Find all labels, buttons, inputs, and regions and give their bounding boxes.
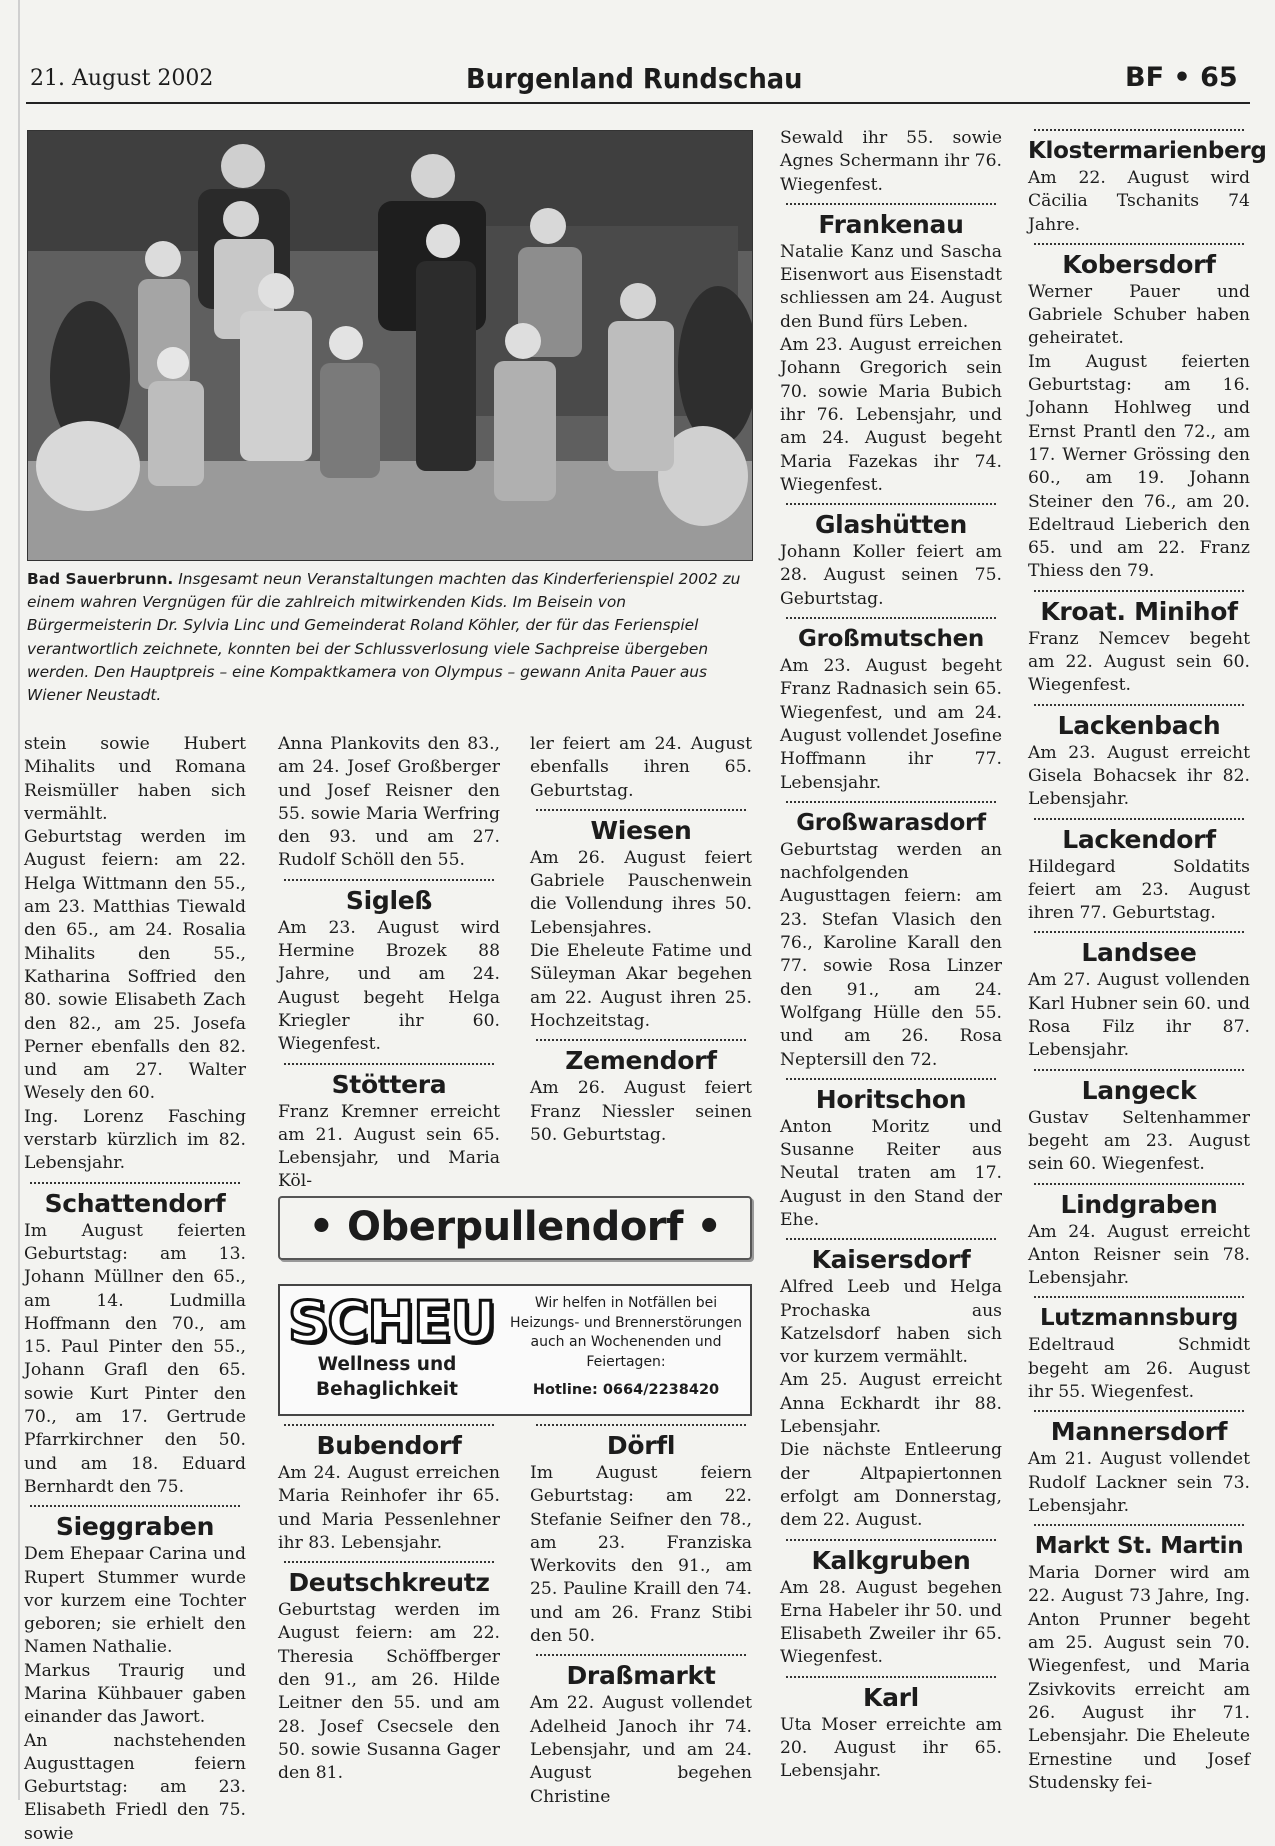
heading-lackenbach: Lackenbach [1057, 710, 1221, 740]
heading-schattendorf: Schattendorf [44, 1188, 226, 1218]
dotted-separator [30, 1182, 240, 1184]
dotted-separator [536, 1424, 746, 1426]
heading-kobersdorf: Kobersdorf [1062, 249, 1216, 279]
dotted-separator [786, 203, 996, 205]
heading-sieggraben: Sieggraben [55, 1512, 215, 1542]
heading-klostermarienberg: Klostermarienberg [1028, 138, 1267, 164]
dotted-separator [1034, 1296, 1244, 1298]
page-margin-shadow [18, 0, 20, 1800]
group-photo [27, 130, 753, 561]
heading-kaisersdorf: Kaisersdorf [811, 1245, 971, 1275]
dotted-separator [1034, 129, 1244, 131]
masthead-rule [26, 102, 1250, 104]
heading-deutschkreutz: Deutschkreutz [288, 1568, 490, 1598]
column-2-bottom [278, 1418, 500, 1786]
heading-lutzmannsburg: Lutzmannsburg [1039, 1305, 1239, 1332]
dotted-separator [1034, 1524, 1244, 1526]
caption-text: Insgesamt neun Veranstaltungen machten das Kinderferienspiel 2002 zu einem wahren Vergnügen für die zahlreich mitwirkenden Kids. Im Beisein von Bürgermeisterin Dr. Sylvia Linc und Gemeinderat Roland Köhler, der für das Ferienspiel verantwortlich zeichnete, konnten bei der Schlussverlosung viele Sachpreise übergeben werden. Den Hauptpreis – eine Kompaktkamera von Olympus – gewann Anita Pauer aus Wiener Neustadt. [27, 570, 741, 705]
dotted-separator [786, 801, 996, 803]
heading-lindgraben: Lindgraben [1060, 1189, 1218, 1219]
heading-wiesen: Wiesen [590, 815, 692, 845]
heading-glashuetten: Glashütten [814, 510, 968, 540]
heading-stoettera: Stöttera [331, 1069, 447, 1099]
article-paragraph: Geburtstag werden im August feiern: am 22. Helga Wittmann den 55., am 23. Matthias Tiewald den 65., am 24. Rosalia Mihalits den 55., Katharina Soffried den 80. sowie Elisabeth Zach den 82., am 25. Josefa Perner ebenfalls den 82. und am 27. Walter Wesely den 60. [24, 827, 246, 1104]
photo-caption [27, 568, 751, 707]
dotted-separator [536, 1654, 746, 1656]
heading-langeck: Langeck [1081, 1075, 1197, 1105]
heading-grossmutschen: Großmutschen [798, 626, 984, 653]
heading-kroat-minihof: Kroat. Minihof [1040, 596, 1238, 626]
article-paragraph: Anton Moritz und Susanne Reiter aus Neutal traten am 17. August in den Stand der Ehe. [780, 1116, 1002, 1230]
dotted-separator [1034, 590, 1244, 592]
dotted-separator [786, 617, 996, 619]
dotted-separator [786, 1238, 996, 1240]
dotted-separator [786, 1539, 996, 1541]
heading-drassmarkt: Draßmarkt [566, 1661, 716, 1691]
article-paragraph: Maria Dorner wird am 22. August 73 Jahre, Ing. Anton Prunner begeht am 25. August sein 70. Wiegenfest, und Maria Zsivkovits erreicht am 26. August ihr 71. Lebensjahr. Die Eheleute Ernestine und Josef Studensky fei- [1028, 1563, 1250, 1793]
heading-bubendorf: Bubendorf [316, 1431, 462, 1460]
dotted-separator [536, 809, 746, 811]
heading-markt-st-martin: Markt St. Martin [1034, 1533, 1244, 1560]
heading-lackendorf: Lackendorf [1062, 824, 1216, 854]
article-paragraph: Geburtstag werden im August feiern: am 22. Theresia Schöffberger den 91., am 26. Hilde Leitner den 55. und am 28. Josef Csecsele den 50. sowie Susanna Gager den 81. [278, 1600, 500, 1784]
column-1 [24, 733, 246, 1846]
heading-landsee: Landsee [1081, 938, 1197, 968]
article-paragraph: An nachstehenden Augusttagen feiern Geburtstag: am 23. Elisabeth Friedl den 75. sowie [24, 1730, 246, 1844]
article-paragraph: Am 26. August feiert Gabriele Pauschenwein die Vollendung ihres 50. Lebensjahres. [530, 847, 752, 938]
page-number: BF • 65 [1125, 62, 1238, 93]
article-paragraph: Edeltraud Schmidt begeht am 26. August ihr 55. Wiegenfest. [1028, 1335, 1250, 1402]
column-2-top [278, 733, 500, 1194]
column-3-top [530, 733, 752, 1147]
dotted-separator [1034, 243, 1244, 245]
dotted-separator [284, 1561, 494, 1563]
heading-sigless: Sigleß [345, 885, 433, 915]
dotted-separator [284, 1063, 494, 1065]
dotted-separator [1034, 704, 1244, 706]
article-paragraph: Alfred Leeb und Helga Prochaska aus Katzelsdorf haben sich vor kurzem vermählt. [780, 1277, 1002, 1368]
article-paragraph: Werner Pauer und Gabriele Schuber haben geheiratet. [1028, 281, 1250, 349]
article-paragraph: ler feiert am 24. August ebenfalls ihren 65. Geburtstag. [530, 734, 752, 801]
article-paragraph: Am 23. August wird Hermine Brozek 88 Jahre, und am 24. August begeht Helga Kriegler ihr 60. Wiegenfest. [278, 917, 500, 1055]
article-paragraph: Markus Traurig und Marina Kühbauer gaben einander das Jawort. [24, 1660, 246, 1728]
article-paragraph: Anna Plankovits den 83., am 24. Josef Großberger und Josef Reisner den 55. sowie Maria Werfring den 93. und am 27. Rudolf Schöll den 55. [278, 734, 500, 871]
article-paragraph: Am 27. August vollenden Karl Hubner sein 60. und Rosa Filz ihr 87. Lebensjahr. [1028, 970, 1250, 1061]
dotted-separator [786, 1676, 996, 1678]
newspaper-title: Burgenland Rundschau [466, 62, 803, 95]
dotted-separator [1034, 1069, 1244, 1071]
heading-kalkgruben: Kalkgruben [811, 1545, 971, 1575]
article-paragraph: Am 24. August erreichen Maria Reinhofer ihr 65. und Maria Pessenlehner ihr 83. Lebensjahr. [278, 1463, 500, 1553]
dotted-separator [284, 1424, 494, 1426]
article-paragraph: Hildegard Soldatits feiert am 23. August ihren 77. Geburtstag. [1028, 856, 1250, 924]
article-paragraph: Im August feiern Geburtstag: am 22. Stefanie Seifner den 78., am 23. Franziska Werkovits den 91., am 25. Pauline Kraill den 74. und am 26. Franz Stibi den 50. [530, 1463, 752, 1647]
dotted-separator [284, 879, 494, 881]
article-paragraph: Am 24. August erreicht Anton Reisner sein 78. Lebensjahr. [1028, 1221, 1250, 1289]
ad-tagline: Wellness und Behaglichkeit [316, 1354, 458, 1400]
dotted-separator [1034, 818, 1244, 820]
dotted-separator [1034, 931, 1244, 933]
advertisement-scheu [278, 1284, 752, 1416]
dotted-separator [1034, 1183, 1244, 1185]
heading-karl: Karl [863, 1682, 919, 1712]
article-paragraph: Im August feierten Geburtstag: am 13. Johann Müllner den 65., am 14. Ludmilla Hoffmann den 70., am 15. Paul Pinter den 55., Johann Grafl den 65. sowie Kurt Pinter den 70., am 17. Gertrude Pfarrkirchner den 50. und am 18. Eduard Bernhardt den 75. [24, 1220, 246, 1497]
article-paragraph: Geburtstag werden an nachfolgenden Augusttagen feiern: am 23. Stefan Vlasich den 76., Karoline Karall den 77. sowie Rosa Linzer den 91., am 24. Wolfgang Hülle den 55. und am 26. Rosa Neptersill den 72. [780, 839, 1002, 1070]
column-4 [780, 127, 1002, 1784]
heading-mannersdorf: Mannersdorf [1050, 1417, 1228, 1447]
heading-zemendorf: Zemendorf [565, 1046, 717, 1076]
ad-hotline: Hotline: 0664/2238420 [532, 1382, 720, 1398]
caption-location: Bad Sauerbrunn. [27, 570, 174, 588]
dotted-separator [536, 1039, 746, 1041]
article-paragraph: Am 28. August begehen Erna Habeler ihr 50. und Elisabeth Zweiler ihr 65. Wiegenfest. [780, 1577, 1002, 1668]
issue-date: 21. August 2002 [30, 66, 214, 91]
article-paragraph: Dem Ehepaar Carina und Rupert Stummer wurde vor kurzem eine Tochter geboren; sie erhielt den Namen Nathalie. [24, 1544, 246, 1658]
heading-frankenau: Frankenau [818, 209, 964, 239]
article-paragraph: Franz Kremner erreicht am 21. August sein 65. Lebensjahr, und Maria Köl- [278, 1101, 500, 1192]
column-3-bottom [530, 1418, 752, 1809]
article-paragraph: Johann Koller feiert am 28. August seinen 75. Geburtstag. [780, 542, 1002, 609]
heading-doerfl: Dörfl [606, 1431, 676, 1460]
article-paragraph: Im August feierten Geburtstag: am 16. Johann Hohlweg und Ernst Prantl den 72., am 17. Werner Grössing den 60., am 19. Johann Steiner den 76., am 20. Edeltraud Lieberich den 65. und am 22. Franz Thiess den 79. [1028, 351, 1250, 582]
article-paragraph: Am 23. August begeht Franz Radnasich sein 65. Wiegenfest, und am 24. August vollendet Josefine Hoffmann ihr 77. Lebensjahr. [780, 656, 1002, 793]
article-paragraph: Am 22. August wird Cäcilia Tschanits 74 Jahre. [1028, 168, 1250, 235]
column-5 [1028, 127, 1267, 1795]
region-banner-oberpullendorf: • Oberpullendorf • [278, 1196, 752, 1260]
heading-grosswarasdorf: Großwarasdorf [796, 809, 986, 836]
dotted-separator [1034, 1410, 1244, 1412]
article-paragraph: Franz Nemcev begeht am 22. August sein 60. Wiegenfest. [1028, 628, 1250, 696]
article-paragraph: Uta Moser erreichte am 20. August ihr 65. Lebensjahr. [780, 1714, 1002, 1782]
article-paragraph: Gustav Seltenhammer begeht am 23. August sein 60. Wiegenfest. [1028, 1107, 1250, 1175]
heading-horitschon: Horitschon [815, 1084, 967, 1114]
article-paragraph: Am 25. August erreicht Anna Eckhardt ihr 88. Lebensjahr. [780, 1370, 1002, 1438]
article-paragraph: Am 23. August erreicht Gisela Bohacsek ihr 82. Lebensjahr. [1028, 742, 1250, 810]
dotted-separator [786, 503, 996, 505]
article-paragraph: Am 21. August vollendet Rudolf Lackner sein 73. Lebensjahr. [1028, 1449, 1250, 1516]
dotted-separator [786, 1078, 996, 1080]
article-paragraph: Am 23. August erreichen Johann Gregorich sein 70. sowie Maria Bubich ihr 76. Lebensjahr, und am 24. August begeht Maria Fazekas ihr 74. Wiegenfest. [780, 335, 1002, 495]
article-paragraph: Ing. Lorenz Fasching verstarb kürzlich im 82. Lebensjahr. [24, 1106, 246, 1174]
dotted-separator [30, 1505, 240, 1507]
ad-text: Wir helfen in Notfällen bei Heizungs- und Brennerstörungen auch an Wochenenden und Feiertagen: [510, 1295, 742, 1370]
article-paragraph: stein sowie Hubert Mihalits und Romana Reismüller haben sich vermählt. [24, 734, 246, 824]
article-paragraph: Die Eheleute Fatime und Süleyman Akar begehen am 22. August ihren 25. Hochzeitstag. [530, 941, 752, 1031]
article-paragraph: Am 22. August vollendet Adelheid Janoch ihr 74. Lebensjahr, und am 24. August begehen Christine [530, 1693, 752, 1807]
article-paragraph: Natalie Kanz und Sascha Eisenwort aus Eisenstadt schliessen am 24. August den Bund fürs Leben. [780, 241, 1002, 332]
article-paragraph: Am 26. August feiert Franz Niessler seinen 50. Geburtstag. [530, 1078, 752, 1145]
article-paragraph: Die nächste Entleerung der Altpapiertonnen erfolgt am Donnerstag, dem 22. August. [780, 1440, 1002, 1531]
ad-logo: SCHEU [288, 1290, 496, 1355]
article-paragraph: Sewald ihr 55. sowie Agnes Schermann ihr 76. Wiegenfest. [780, 128, 1002, 195]
